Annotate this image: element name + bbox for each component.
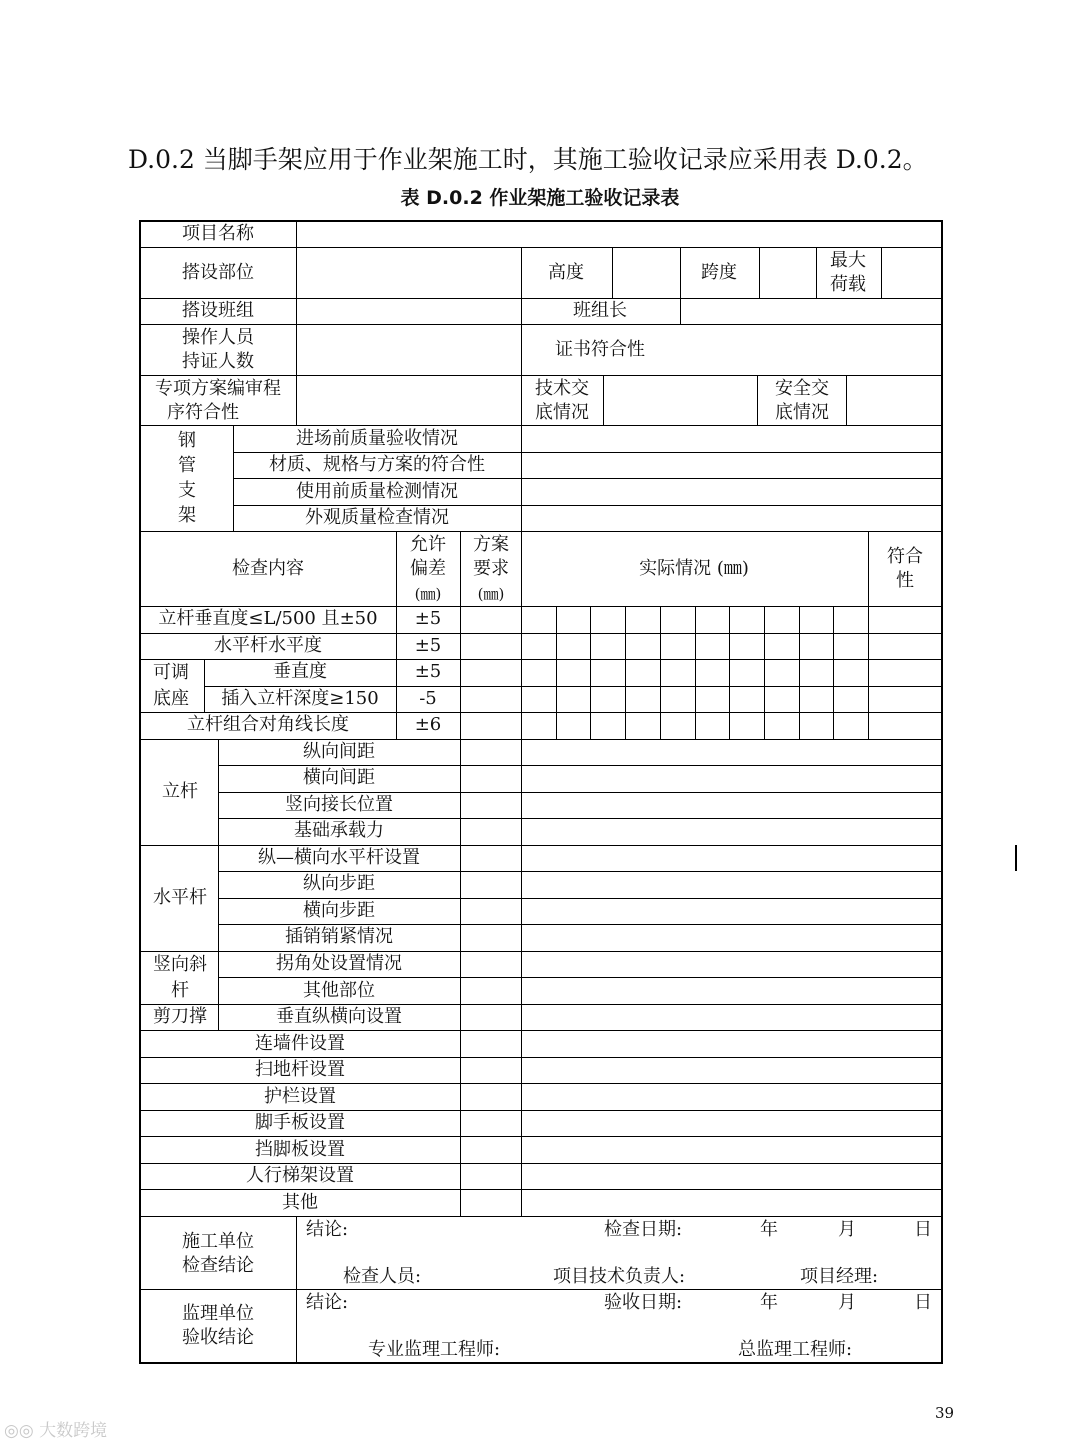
col-plan-req-line1: 方案 xyxy=(473,534,509,555)
construction-conclusion-label-line2: 检查结论 xyxy=(182,1255,254,1276)
cert-compliance-label: 证书符合性 xyxy=(555,339,645,360)
plan-review-label-line2: 序符合性 xyxy=(167,402,239,423)
group-diagonal-line2: 杆 xyxy=(171,980,189,1001)
col-conform-line2: 性 xyxy=(896,570,914,591)
misc-item: 人行梯架设置 xyxy=(246,1165,354,1186)
check-date-label: 检查日期: xyxy=(604,1219,683,1240)
safety-brief-label-line2: 底情况 xyxy=(775,402,829,423)
operators-label-line2: 持证人数 xyxy=(182,351,254,372)
row-label: 插入立杆深度≥150 xyxy=(221,688,379,709)
conclusion-label: 结论: xyxy=(306,1292,349,1313)
accept-date-label: 验收日期: xyxy=(604,1292,683,1313)
watermark-logo-icon: ◎◎ xyxy=(4,1421,40,1441)
row-label: 垂直度 xyxy=(273,661,327,682)
watermark xyxy=(4,1416,107,1441)
manager-label: 项目经理: xyxy=(800,1266,879,1287)
steel-pipe-item: 外观质量检查情况 xyxy=(305,507,449,528)
group-item: 纵向间距 xyxy=(303,741,375,762)
row-label: 立杆垂直度≤L/500 且±50 xyxy=(158,608,378,629)
group-scissor: 剪刀撑 xyxy=(153,1006,207,1027)
row-tolerance: ±5 xyxy=(414,635,442,656)
text-cursor-marker xyxy=(1015,845,1017,871)
year-label: 年 xyxy=(760,1292,778,1313)
span-label: 跨度 xyxy=(701,262,737,283)
group-item: 纵向步距 xyxy=(303,873,375,894)
tech-brief-label-line2: 底情况 xyxy=(535,402,589,423)
tech-lead-label: 项目技术负责人: xyxy=(553,1266,686,1287)
misc-item: 连墙件设置 xyxy=(255,1033,345,1054)
operators-label-line1: 操作人员 xyxy=(182,327,254,348)
tech-brief-label-line1: 技术交 xyxy=(535,378,589,399)
day-label: 日 xyxy=(914,1219,932,1240)
supervision-conclusion-label-line2: 验收结论 xyxy=(182,1327,254,1348)
row-tolerance: ±5 xyxy=(414,661,442,682)
max-load-label-line1: 最大 xyxy=(830,250,866,271)
chief-engineer-label: 总监理工程师: xyxy=(738,1339,853,1360)
conclusion-label: 结论: xyxy=(306,1219,349,1240)
plan-review-label-line1: 专项方案编审程 xyxy=(155,378,281,399)
group-item: 纵—横向水平杆设置 xyxy=(258,847,420,868)
project-name-label: 项目名称 xyxy=(182,223,254,244)
group-item: 横向步距 xyxy=(303,900,375,921)
col-tolerance-line1: 允许 xyxy=(410,534,446,555)
row-tolerance: ±5 xyxy=(414,608,442,629)
group-item: 插销销紧情况 xyxy=(285,926,393,947)
page-number: 39 xyxy=(935,1404,955,1422)
misc-item: 脚手板设置 xyxy=(255,1112,345,1133)
steel-pipe-label-char4: 架 xyxy=(178,505,196,526)
supervision-conclusion-label-line1: 监理单位 xyxy=(182,1303,254,1324)
group-item: 基础承载力 xyxy=(294,820,384,841)
group-vertical-pole: 立杆 xyxy=(162,781,198,802)
col-actual: 实际情况 (㎜) xyxy=(639,558,749,579)
section-heading: D.0.2 当脚手架应用于作业架施工时，其施工验收记录应采用表 D.0.2。 xyxy=(128,145,928,174)
adjustable-base-label-line2: 底座 xyxy=(153,688,189,709)
safety-brief-label-line1: 安全交 xyxy=(775,378,829,399)
col-plan-req-line2: 要求 xyxy=(473,558,509,579)
day-label: 日 xyxy=(914,1292,932,1313)
group-diagonal-line1: 竖向斜 xyxy=(153,954,207,975)
steel-pipe-label-char1: 钢 xyxy=(178,430,196,451)
group-item: 拐角处设置情况 xyxy=(276,953,402,974)
misc-item: 扫地杆设置 xyxy=(255,1059,345,1080)
pro-engineer-label: 专业监理工程师: xyxy=(368,1339,501,1360)
col-tolerance-unit: (㎜) xyxy=(414,585,442,603)
adjustable-base-label-line1: 可调 xyxy=(153,662,189,683)
max-load-label-line2: 荷载 xyxy=(830,274,866,295)
col-tolerance-line2: 偏差 xyxy=(410,558,446,579)
month-label: 月 xyxy=(838,1292,856,1313)
group-horizontal-bar: 水平杆 xyxy=(153,887,207,908)
col-plan-req-unit: (㎜) xyxy=(477,585,505,603)
team-leader-label: 班组长 xyxy=(573,300,627,321)
misc-item: 其他 xyxy=(282,1192,318,1213)
month-label: 月 xyxy=(838,1219,856,1240)
construction-conclusion-label-line1: 施工单位 xyxy=(182,1231,254,1252)
steel-pipe-label-char3: 支 xyxy=(178,480,196,501)
col-check-content: 检查内容 xyxy=(232,558,304,579)
steel-pipe-label-char2: 管 xyxy=(178,455,196,476)
height-label: 高度 xyxy=(548,262,584,283)
col-conform-line1: 符合 xyxy=(887,546,923,567)
row-label: 立杆组合对角线长度 xyxy=(187,714,349,735)
group-item: 垂直纵横向设置 xyxy=(276,1006,402,1027)
team-label: 搭设班组 xyxy=(182,300,254,321)
misc-item: 护栏设置 xyxy=(264,1086,336,1107)
watermark-text: 大数跨境 xyxy=(39,1421,108,1441)
group-item: 横向间距 xyxy=(303,767,375,788)
row-tolerance: ±6 xyxy=(414,714,442,735)
erect-location-label: 搭设部位 xyxy=(182,262,254,283)
row-label: 水平杆水平度 xyxy=(214,635,322,656)
steel-pipe-item: 使用前质量检测情况 xyxy=(296,481,458,502)
inspector-label: 检查人员: xyxy=(343,1266,422,1287)
steel-pipe-item: 进场前质量验收情况 xyxy=(296,428,458,449)
row-tolerance: -5 xyxy=(419,688,437,709)
year-label: 年 xyxy=(760,1219,778,1240)
group-item: 其他部位 xyxy=(303,980,375,1001)
steel-pipe-item: 材质、规格与方案的符合性 xyxy=(269,454,485,475)
group-item: 竖向接长位置 xyxy=(285,794,393,815)
table-caption: 表 D.0.2 作业架施工验收记录表 xyxy=(400,187,680,209)
misc-item: 挡脚板设置 xyxy=(255,1139,345,1160)
